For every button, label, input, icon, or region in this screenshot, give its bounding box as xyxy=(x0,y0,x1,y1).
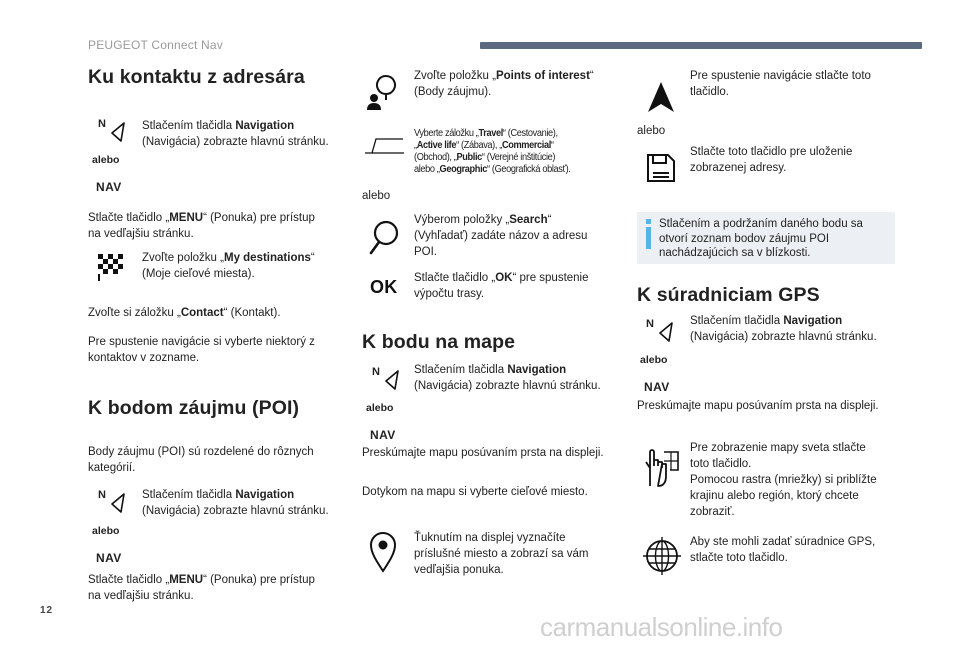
search-instruction: Výberom položky „Search“ (Vyhľadať) zadáte názov a adresu POI. xyxy=(414,214,588,258)
menu-instruction-2: Stlačte tlačidlo „MENU“ (Ponuka) pre prístup na vedľajšiu stránku. xyxy=(88,574,315,602)
ok-instruction: Stlačte tlačidlo „OK“ pre spustenie výpočtu trasy. xyxy=(414,272,589,300)
start-navigation-instruction: Pre spustenie navigácie stlačte toto tlačidlo. xyxy=(690,70,871,98)
explore-map-instruction-2: Preskúmajte mapu posúvaním prsta na displeji. xyxy=(637,400,879,412)
watermark: carmanualsonline.info xyxy=(540,612,783,642)
step-navigation-3: Stlačením tlačidla Navigation (Navigácia) zobrazte hlavnú stránku. xyxy=(414,364,601,392)
start-navigation-contacts: Pre spustenie navigácie si vyberte niektorý z kontaktov v zozname. xyxy=(88,336,315,364)
step-navigation-1: Stlačením tlačidla Navigation (Navigácia) zobrazte hlavnú stránku. xyxy=(142,120,329,148)
hand-grid-icon xyxy=(642,446,680,488)
alebo-label-2: alebo xyxy=(637,125,666,137)
poi-select-instruction: Zvoľte položku „Points of interest“ (Body záujmu). xyxy=(414,70,594,98)
location-pin-icon xyxy=(368,530,398,574)
info-note xyxy=(637,212,895,264)
gps-coordinates-instruction: Aby ste mohli zadať súradnice GPS, stlačte toto tlačidlo. xyxy=(690,536,876,564)
heading-contact: Ku kontaktu z adresára xyxy=(88,66,305,88)
explore-map-instruction: Preskúmajte mapu posúvaním prsta na displeji. xyxy=(362,447,604,459)
tab-icon xyxy=(364,136,406,156)
save-address-instruction: Stlačte toto tlačidlo pre uloženie zobrazenej adresy. xyxy=(690,146,853,174)
ok-icon: OK xyxy=(370,277,398,297)
menu-instruction-1: Stlačte tlačidlo „MENU“ (Ponuka) pre prístup na vedľajšiu stránku. xyxy=(88,212,315,240)
poi-intro: Body záujmu (POI) sú rozdelené do rôznych kategórií. xyxy=(88,446,314,474)
info-icon xyxy=(646,219,652,249)
heading-poi: K bodom záujmu (POI) xyxy=(88,397,300,419)
navigation-arrow-icon xyxy=(110,493,126,513)
navigation-icon: N alebo NAV xyxy=(96,118,134,192)
touch-map-instruction: Dotykom na mapu si vyberte cieľové miesto. xyxy=(362,486,588,498)
step-navigation-4: Stlačením tlačidla Navigation (Navigácia) zobrazte hlavnú stránku. xyxy=(690,315,877,343)
navigation-icon: N alebo NAV xyxy=(644,318,682,392)
navigation-icon: N alebo NAV xyxy=(96,489,134,563)
navigation-arrow-icon xyxy=(384,370,400,390)
globe-icon xyxy=(642,536,682,576)
heading-map-point: K bodu na mape xyxy=(362,331,516,353)
world-map-instruction: Pre zobrazenie mapy sveta stlačte toto tlačidlo. Pomocou rastra (mriežky) si priblížte krajinu alebo región, ktorý chcete zobraziť. xyxy=(690,442,877,518)
search-icon xyxy=(368,220,400,256)
checkered-flag-icon xyxy=(96,252,126,282)
poi-tabs-instruction: Vyberte záložku „Travel“ (Cestovanie), „Active life“ (Zábava), „Commercial“ (Obchod), „Public“ (Verejné inštitúcie) alebo „Geographic“ (Geografická oblasť). xyxy=(414,128,571,175)
contact-tab-instruction: Zvoľte si záložku „Contact“ (Kontakt). xyxy=(88,307,281,319)
page-number: 12 xyxy=(40,605,54,616)
navigation-arrow-icon xyxy=(110,122,126,142)
navigation-arrow-icon xyxy=(658,322,674,342)
header-title: PEUGEOT Connect Nav xyxy=(88,38,223,52)
my-destinations-instruction: Zvoľte položku „My destinations“ (Moje cieľové miesta). xyxy=(142,252,315,280)
info-note-text: Stlačením a podržaním daného bodu sa otvorí zoznam bodov záujmu POI nachádzajúcich sa v blízkosti. xyxy=(659,218,863,259)
tap-display-instruction: Ťuknutím na displej vyznačíte príslušné miesto a zobrazí sa vám vedľajšia ponuka. xyxy=(414,532,589,576)
step-navigation-2: Stlačením tlačidla Navigation (Navigácia) zobrazte hlavnú stránku. xyxy=(142,489,329,517)
navigation-icon: N alebo NAV xyxy=(370,366,408,440)
alebo-label: alebo xyxy=(362,190,391,202)
header-bar xyxy=(480,42,922,49)
navigate-arrow-icon xyxy=(646,80,676,114)
heading-gps: K súradniciam GPS xyxy=(637,284,820,306)
save-icon xyxy=(645,152,677,184)
poi-person-pin-icon xyxy=(364,72,404,112)
